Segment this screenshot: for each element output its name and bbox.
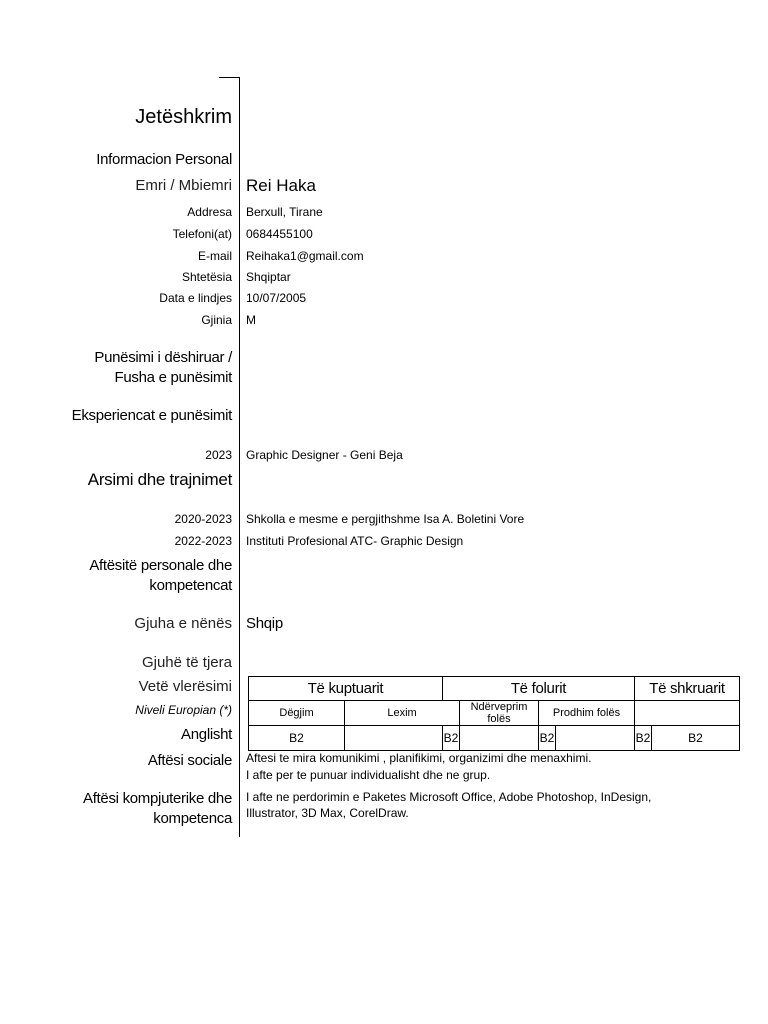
language-name: Anglisht (181, 726, 232, 743)
table-spacer-cell (460, 726, 539, 751)
phone-label: Telefoni(at) (172, 227, 232, 241)
speaking-header: Të folurit (443, 677, 635, 701)
skills-heading-line1: Aftësitë personale dhe (89, 557, 232, 574)
education-item: Shkolla e mesme e pergjithshme Isa A. Boletini Vore (246, 512, 525, 526)
email-label: E-mail (197, 249, 232, 263)
education-item: Instituti Profesional ATC- Graphic Design (246, 534, 464, 548)
interaction-subheader: Ndërveprim folës (460, 701, 539, 726)
mother-tongue-label: Gjuha e nënës (134, 615, 232, 632)
production-level: B2 (635, 726, 652, 751)
nationality-value: Shqiptar (246, 270, 291, 284)
experience-year: 2023 (205, 448, 232, 462)
table-spacer-cell (345, 726, 443, 751)
social-skills-label: Aftësi sociale (147, 752, 232, 769)
address-value: Berxull, Tirane (246, 205, 323, 219)
european-level-label: Niveli Europian (*) (135, 703, 232, 717)
nationality-label: Shtetësia (181, 270, 232, 284)
email-value: Reihaka1@gmail.com (246, 249, 364, 263)
interaction-level: B2 (539, 726, 556, 751)
reading-level: B2 (443, 726, 460, 751)
cv-title: Jetëshkrim (135, 106, 232, 128)
self-assessment-label: Vetë vlerësimi (138, 678, 232, 695)
name-label: Emri / Mbiemri (135, 177, 232, 194)
table-row (249, 726, 740, 751)
full-name: Rei Haka (246, 176, 316, 195)
desired-job-heading-line2: Fusha e punësimit (114, 369, 232, 386)
mother-tongue-value: Shqip (246, 615, 283, 632)
reading-subheader: Lexim (345, 701, 460, 726)
dob-value: 10/07/2005 (246, 291, 307, 305)
writing-subheader-empty (635, 701, 740, 726)
computer-skills-label-line2: kompetenca (153, 810, 232, 827)
table-spacer-cell (556, 726, 635, 751)
other-languages-label: Gjuhë të tjera (141, 654, 232, 671)
listening-level: B2 (249, 726, 345, 751)
table-header-row (249, 677, 740, 701)
education-year: 2022-2023 (174, 534, 232, 548)
skills-heading-line2: kompetencat (149, 577, 232, 594)
dob-label: Data e lindjes (159, 291, 232, 305)
computer-skills-label-line1: Aftësi kompjuterike dhe (82, 790, 232, 807)
phone-value: 0684455100 (246, 227, 313, 241)
language-skills-table (248, 676, 740, 751)
listening-subheader: Dëgjim (249, 701, 345, 726)
social-skills-line1: Aftesi te mira komunikimi , planifikimi, organizimi dhe menaxhimi. (246, 751, 592, 765)
production-subheader: Prodhim folës (539, 701, 635, 726)
writing-level: B2 (652, 726, 740, 751)
computer-skills-line2: Illustrator, 3D Max, CorelDraw. (246, 806, 409, 820)
table-subheader-row (249, 701, 740, 726)
education-year: 2020-2023 (174, 512, 232, 526)
writing-header: Të shkruarit (635, 677, 740, 701)
gender-value: M (246, 313, 256, 327)
personal-info-heading: Informacion Personal (96, 151, 232, 168)
understanding-header: Të kuptuarit (249, 677, 443, 701)
vertical-divider (239, 77, 240, 837)
education-heading: Arsimi dhe trajnimet (87, 470, 232, 489)
desired-job-heading-line1: Punësimi i dëshiruar / (94, 349, 232, 366)
address-label: Addresa (187, 205, 232, 219)
experience-item: Graphic Designer - Geni Beja (246, 448, 403, 462)
social-skills-line2: I afte per te punuar individualisht dhe ne grup. (246, 768, 491, 782)
gender-label: Gjinia (201, 313, 232, 327)
experience-heading: Eksperiencat e punësimit (71, 407, 232, 424)
divider-top-tick (219, 77, 240, 78)
computer-skills-line1: I afte ne perdorimin e Paketes Microsoft Office, Adobe Photoshop, InDesign, (246, 790, 652, 804)
